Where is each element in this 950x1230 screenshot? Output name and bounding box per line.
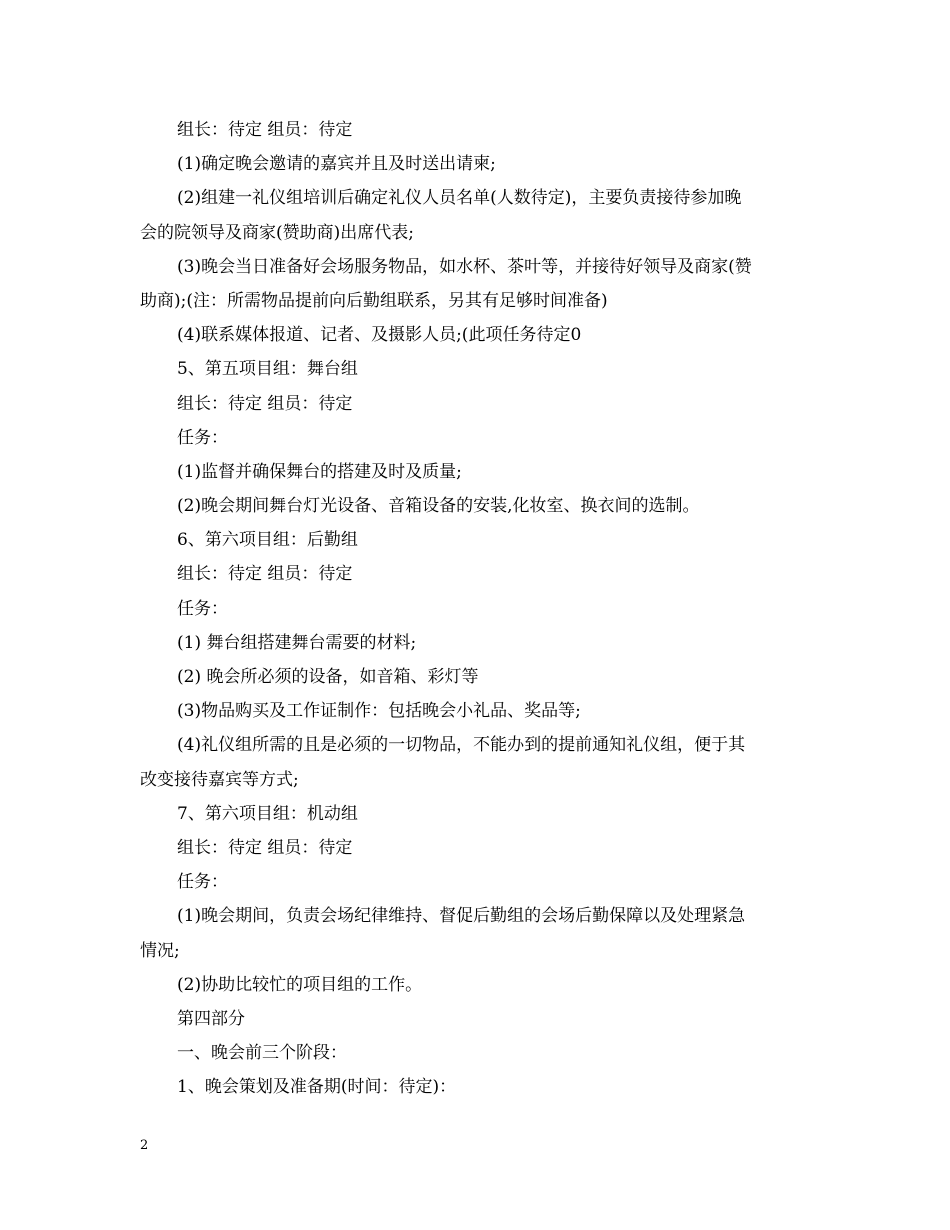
text-line: 组长：待定 组员：待定 — [177, 393, 353, 414]
text-line: 情况; — [140, 940, 180, 961]
text-line: 组长：待定 组员：待定 — [177, 564, 353, 585]
text-line: 1、晚会策划及准备期(时间：待定)： — [177, 1077, 457, 1098]
text-line: (1)确定晚会邀请的嘉宾并且及时送出请柬; — [177, 154, 496, 175]
text-line: (2)晚会期间舞台灯光设备、音箱设备的安装,化妆室、换衣间的选制。 — [177, 496, 700, 517]
text-line: 会的院领导及商家(赞助商)出席代表; — [140, 222, 414, 243]
text-line: 助商);(注：所需物品提前向后勤组联系，另其有足够时间准备) — [140, 290, 608, 311]
text-line: 7、第六项目组：机动组 — [177, 803, 358, 824]
text-line: (4)联系媒体报道、记者、及摄影人员;(此项任务待定0 — [177, 325, 582, 346]
text-line: (3)物品购买及工作证制作：包括晚会小礼品、奖品等; — [177, 701, 581, 722]
text-line: 组长：待定 组员：待定 — [177, 120, 353, 140]
text-line: (4)礼仪组所需的且是必须的一切物品，不能办到的提前通知礼仪组，便于其 — [177, 735, 746, 756]
text-line: 组长：待定 组员：待定 — [177, 837, 353, 858]
text-line: (1)晚会期间，负责会场纪律维持、督促后勤组的会场后勤保障以及处理紧急 — [177, 906, 746, 927]
text-line: (2)协助比较忙的项目组的工作。 — [177, 974, 423, 995]
text-line: 第四部分 — [177, 1008, 245, 1029]
text-line: 6、第六项目组：后勤组 — [177, 530, 358, 551]
text-line: 任务： — [177, 598, 228, 619]
text-line: 任务： — [177, 872, 228, 893]
text-line: (2) 晚会所必须的设备，如音箱、彩灯等 — [177, 667, 479, 687]
page-number: 2 — [140, 1138, 149, 1153]
text-line: 一、晚会前三个阶段： — [177, 1043, 347, 1064]
text-line: 5、第五项目组：舞台组 — [177, 359, 358, 380]
text-line: 改变接待嘉宾等方式; — [140, 769, 299, 790]
text-line: 任务： — [177, 427, 228, 448]
text-line: (3)晚会当日准备好会场服务物品，如水杯、茶叶等，并接待好领导及商家(赞 — [177, 256, 752, 277]
document-body — [140, 113, 820, 1104]
text-line: (1) 舞台组搭建舞台需要的材料; — [177, 632, 417, 653]
text-line: (1)监督并确保舞台的搭建及时及质量; — [177, 461, 462, 482]
text-line: (2)组建一礼仪组培训后确定礼仪人员名单(人数待定)，主要负责接待参加晚 — [177, 188, 742, 209]
